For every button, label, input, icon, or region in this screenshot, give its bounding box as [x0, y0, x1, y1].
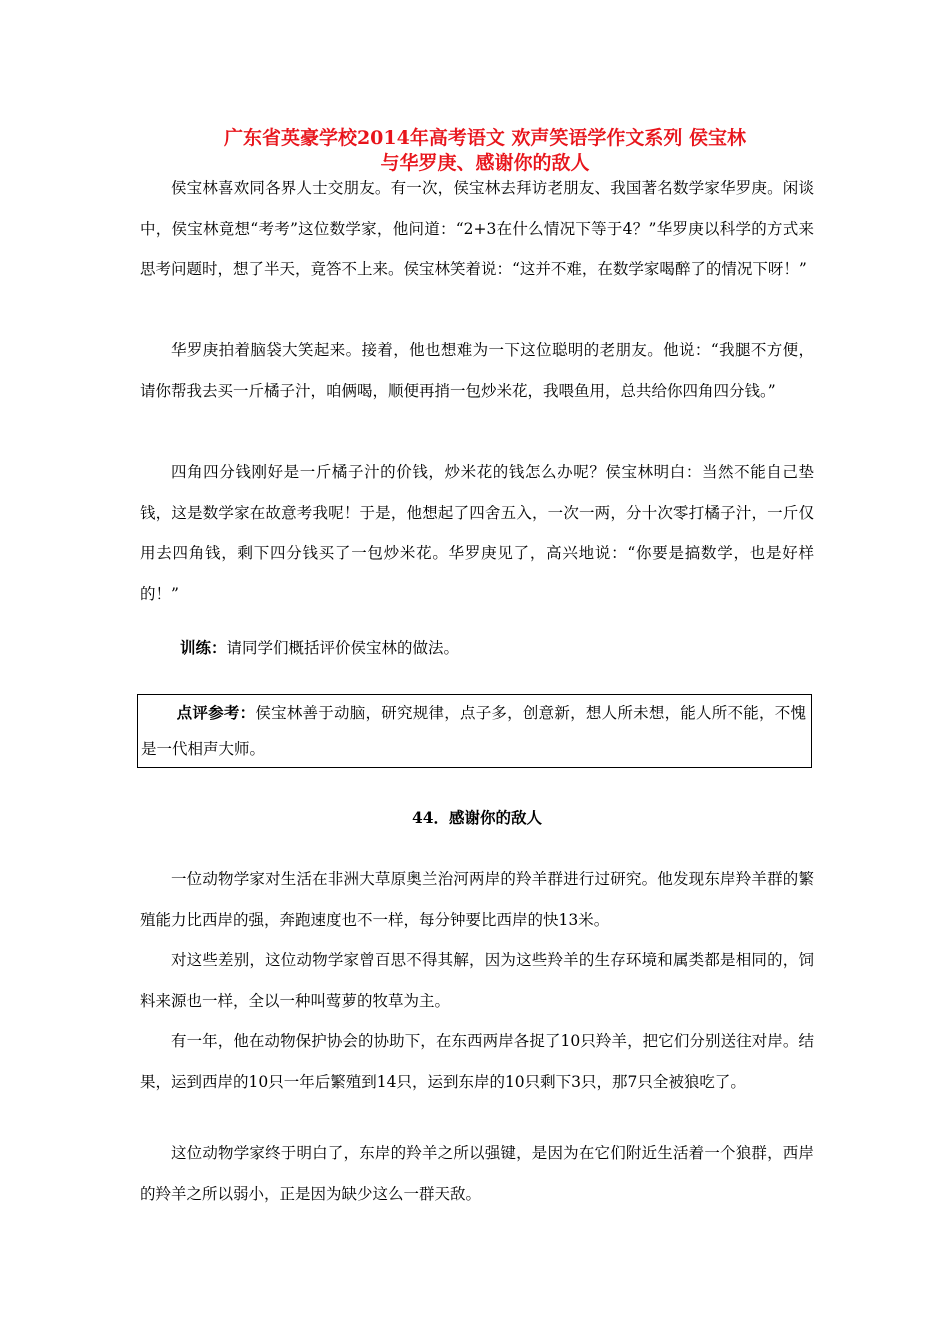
document-title-line-2: 与华罗庚、感谢你的敌人 — [380, 152, 590, 174]
training-prompt — [180, 636, 459, 660]
story2-paragraph-2: 对这些差别，这位动物学家曾百思不得其解，因为这些羚羊的生存环境和属类都是相同的，饲料来源也一样，全以一种叫莺萝的牧草为主。 — [140, 951, 814, 1010]
comment-box — [137, 694, 812, 768]
story2-paragraph-1: 一位动物学家对生活在非洲大草原奥兰治河两岸的羚羊群进行过研究。他发现东岸羚羊群的繁殖能力比西岸的强，奔跑速度也不一样，每分钟要比西岸的快13米。 — [140, 870, 814, 929]
story2-paragraph-4: 这位动物学家终于明白了，东岸的羚羊之所以强键，是因为在它们附近生活着一个狼群，西岸的羚羊之所以弱小，正是因为缺少这么一群天敌。 — [140, 1144, 814, 1203]
training-label: 训练： — [180, 638, 227, 657]
story1-paragraph-3: 四角四分钱刚好是一斤橘子汁的价钱，炒米花的钱怎么办呢？侯宝林明白：当然不能自己垫钱，这是数学家在故意考我呢！于是，他想起了四舍五入，一次一两，分十次零打橘子汁，一斤仅用去四角钱，剩下四分钱买了一包炒米花。华罗庚见了，高兴地说：“你要是搞数学，也是好样的！” — [140, 463, 814, 603]
story1-paragraph-1: 侯宝林喜欢同各界人士交朋友。有一次，侯宝林去拜访老朋友、我国著名数学家华罗庚。闲谈中，侯宝林竟想“考考”这位数学家，他问道：“2+3在什么情况下等于4？”华罗庚以科学的方式来思考问题时，想了半天，竟答不上来。侯宝林笑着说：“这并不难，在数学家喝醉了的情况下呀！” — [140, 179, 814, 278]
story2-paragraph-3: 有一年，他在动物保护协会的协助下，在东西两岸各捉了10只羚羊，把它们分别送往对岸。结果，运到西岸的10只一年后繁殖到14只，运到东岸的10只剩下3只，那7只全被狼吃了。 — [140, 1032, 814, 1091]
comment-label: 点评参考： — [176, 703, 256, 722]
story1-paragraph-2: 华罗庚拍着脑袋大笑起来。接着，他也想难为一下这位聪明的老朋友。他说：“我腿不方便，请你帮我去买一斤橘子汁，咱俩喝，顺便再捎一包炒米花，我喂鱼用，总共给你四角四分钱。” — [140, 341, 814, 400]
training-text: 请同学们概括评价侯宝林的做法。 — [226, 639, 460, 657]
story2-heading: 44．感谢你的敌人 — [411, 808, 543, 827]
comment-text: 侯宝林善于动脑，研究规律，点子多，创意新，想人所未想，能人所不能，不愧是一代相声大师。 — [141, 704, 806, 758]
document-title-line-1: 广东省英豪学校2014年高考语文 欢声笑语学作文系列 侯宝林 — [223, 127, 747, 149]
